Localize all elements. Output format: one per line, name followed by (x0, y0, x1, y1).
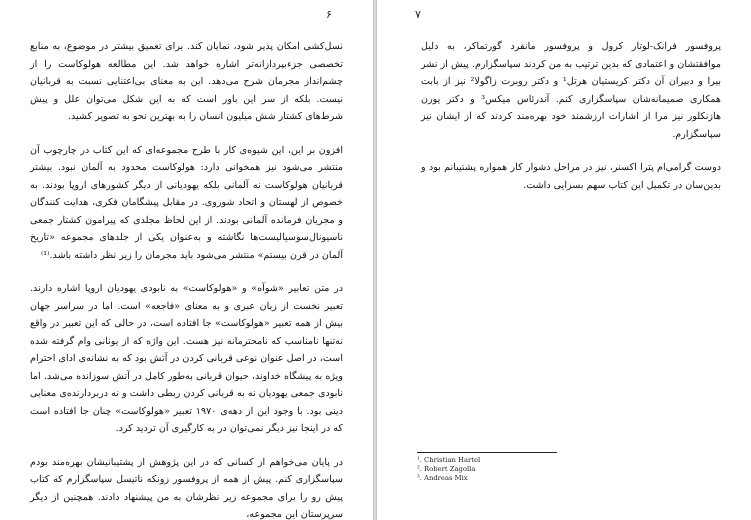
left-page (0, 0, 373, 520)
left-page-body (30, 38, 343, 520)
footnote: ². Robert Zagolla (417, 464, 476, 473)
footnote: ³. Andreas Mix (417, 473, 468, 482)
paragraph: در متن تعابیر «شوآه» و «هولوکاست» به نابودی یهودیان اروپا اشاره دارند. تعبیر نخست از زبان عبری و به معنای «فاجعه» است. اما در سراسر جهان بیش از همه تعبیر «هولوکاست» جا افتاده است، در حالی که این تعبیر در واقع نه‌تنها نامناسب که نامحترمانه نیز هست. این واژه که از یونانی وام گرفته شده است، در اصل عنوان نوعی قربانی کردن در آتش بود که به نشانه‌ی ادای احترام ویژه به پیشگاه خداوند، حیوان قربانی به‌طور کامل در آتش سوزانده می‌شد. اما نابودی جمعی یهودیان نه به قربانی کردن ربطی داشت و نه دربردارنده‌ی معنایی دینی بود. با وجود این از دهه‌ی ۱۹۷۰ تعبیر «هولوکاست» چنان جا افتاده است که در اینجا نیز دیگر نمی‌توان در به کارگیری آن تردید کرد. (30, 283, 344, 434)
paragraph: در پایان می‌خواهم از کسانی که در این پژوهش از پشتیبانیشان بهره‌مند بودم سپاسگزاری کنم. پیش از همه از پروفسور زونکه ناتیسل سپاسگزارم که کتاب پیش رو را برای مجموعه زیر نظرشان به من پیشنهاد دادند. همچنین از دیگر سرپرستان این مجموعه، (30, 456, 343, 520)
footnote: ¹. Christian Hartel (417, 456, 481, 464)
footnotes (417, 456, 617, 482)
footnote-divider (417, 452, 557, 453)
page-number-right: ۷ (415, 8, 421, 21)
page-number-left: ۶ (326, 8, 332, 21)
paragraph: نسل‌کشی امکان پذیر شود، نمایان کند. برای تعمیق بیشتر در موضوع، به منابع تخصصی جزءبپردازانه‌تر اشاره خواهد شد. این مطالعه هولوکاست را از چشم‌انداز مجرمان شرح می‌دهد. این به معنای بی‌اعتنایی نسبت به قربانیان نیست. بلکه از سر این باور است که به این شکل می‌توان علل و پیش شرط‌های کشتار شش میلیون انسان را به بهترین نحو به تصویر کشید. (30, 41, 343, 122)
paragraph: دوست گرامی‌ام پترا اکسنر، نیز در مراحل دشوار کار همواره پشتیبانم بود و بدین‌سان در تکمیل این کتاب سهم بسزایی داشت. (421, 162, 721, 191)
paragraph: افزون بر این، این شیوه‌ی کار با طرح مجموعه‌ای که این کتاب در چارچوب آن منتشر می‌شود نیز همخوانی دارد: هولوکاست محدود به آلمان نبود. بیشتر قربانیان هولوکاست نه آلمانی بلکه یهودیانی از دیگر کشورهای اروپا بودند. به خصوص از لهستان و اتحاد شوروی. در مقابل پیشگامان فکری، هدایت کنندگان و مجریان فرمانده آلمانی بودند. از این لحاظ مجلدی که پیرامون کشتار جمعی ناسیونال‌سوسیالیست‌ها نگاشته و به‌عنوان یکی از جلدهای مجموعه «تاریخ آلمان در قرن بیستم» منتشر می‌شود باید مجرمان را زیر نظر داشته باشد.⁽¹⁾ (30, 144, 343, 261)
right-page (377, 0, 751, 520)
right-page-body (421, 38, 721, 210)
paragraph: پروفسور فرانک-لوتار کرول و پروفسور مانفرد گورتماکر، به دلیل موافقتشان و اعتمادی که بدین ترتیب به من کردند سپاسگزارم. پیش از نشر بیرا و دبیران آن دکتر کریستیان هرتل¹ و دکتر روبرت زاگولا² نیز از بابت همکاری صمیمانه‌شان سپاسگزاری کنم. آندرئاس میکس³ و دکتر یورن هازنکلور نیز مرا از اشارات ارزشمند خود بهره‌مند کردند که از ایشان نیز سپاسگزارم. (421, 41, 722, 140)
